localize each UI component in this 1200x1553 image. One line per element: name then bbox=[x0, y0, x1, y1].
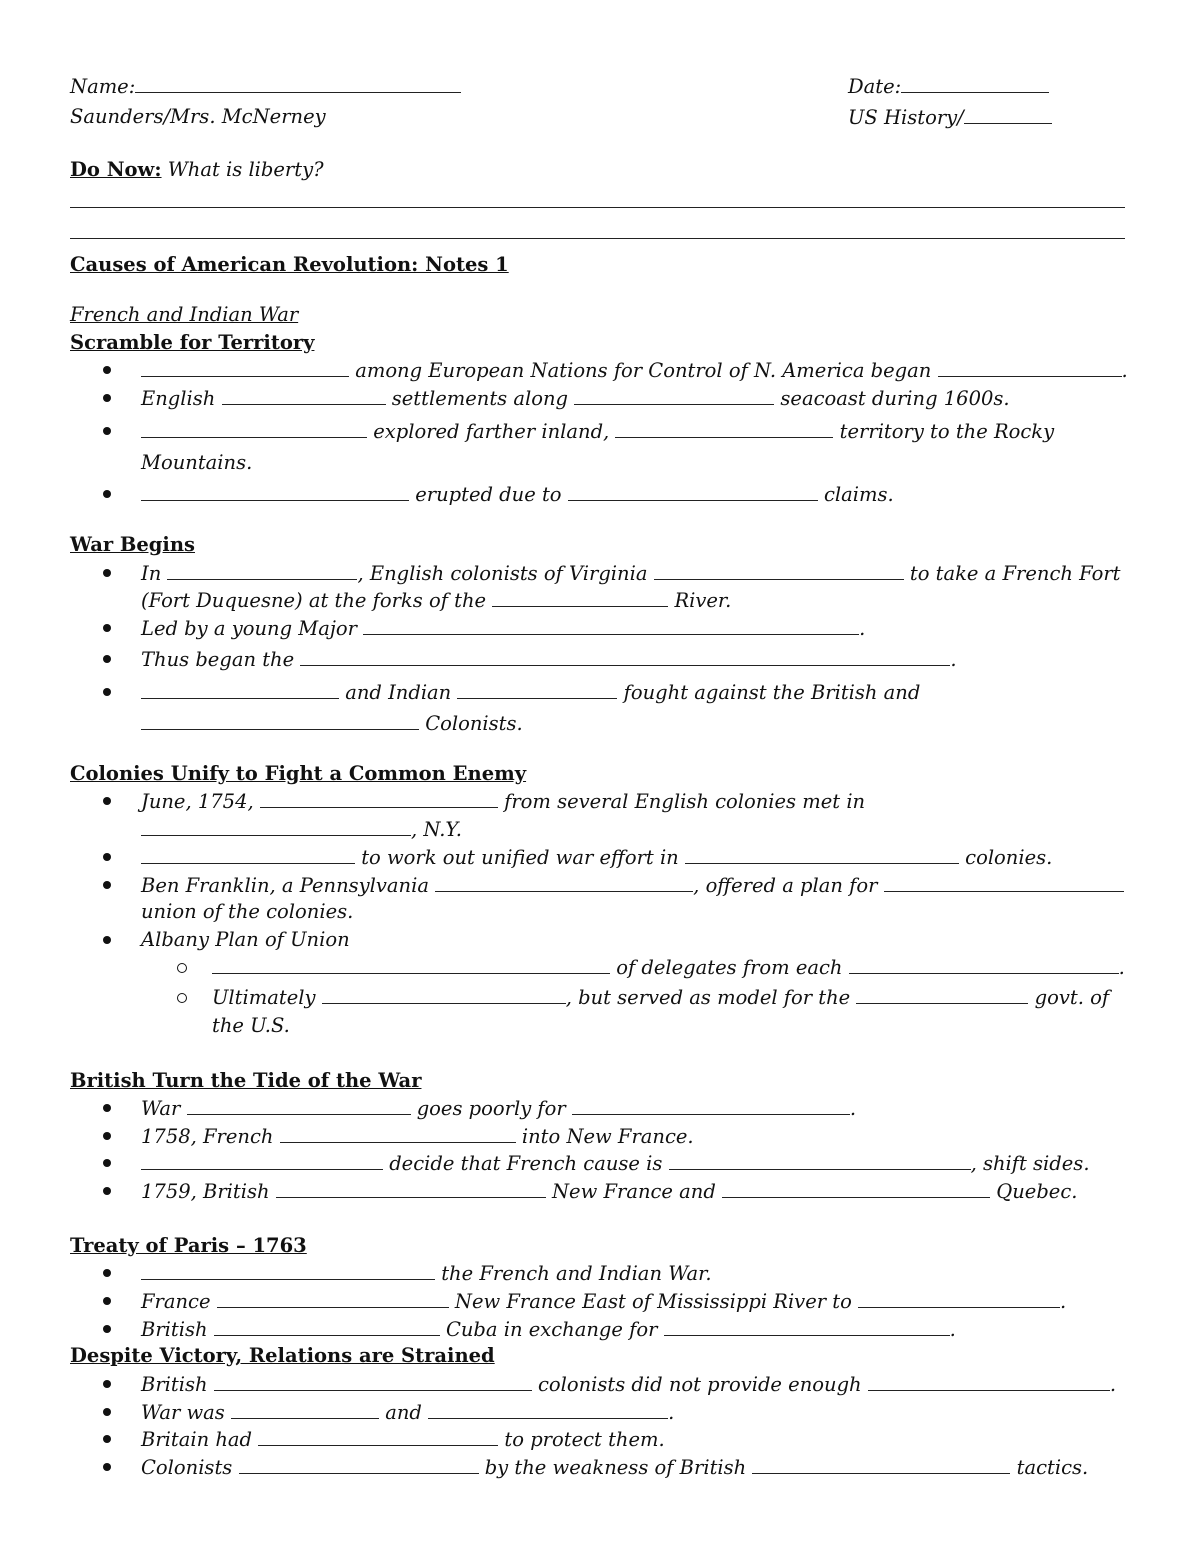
bullet-icon bbox=[100, 1132, 112, 1144]
list-item bbox=[141, 1453, 1088, 1482]
list-item bbox=[141, 1315, 956, 1344]
item-text: Britain had bbox=[141, 1428, 253, 1451]
bullet-icon bbox=[100, 936, 112, 948]
item-text: Ultimately bbox=[212, 986, 316, 1009]
item-text: . bbox=[949, 1318, 956, 1341]
sub-list-item bbox=[212, 983, 1109, 1012]
item-text: Ben Franklin, a Pennsylvania bbox=[141, 874, 429, 897]
list-item bbox=[141, 1094, 856, 1123]
bullet-icon bbox=[100, 688, 112, 700]
list-item bbox=[141, 384, 1010, 413]
item-text: Colonists bbox=[141, 1456, 233, 1479]
date-label: Date: bbox=[848, 75, 902, 98]
bullet-icon bbox=[100, 366, 112, 378]
list-item bbox=[141, 1177, 1077, 1206]
do-now-label: Do Now: bbox=[70, 158, 162, 181]
item-text-continued: Mountains. bbox=[141, 451, 253, 474]
item-text: fought against the British and bbox=[623, 681, 921, 704]
bullet-icon bbox=[100, 1325, 112, 1337]
fill-blank[interactable] bbox=[322, 983, 566, 1004]
item-text: , shift sides. bbox=[970, 1152, 1090, 1175]
item-text: explored farther inland, bbox=[373, 420, 610, 443]
fill-blank[interactable] bbox=[214, 1370, 532, 1391]
item-text: Cuba in exchange for bbox=[445, 1318, 658, 1341]
section-heading-treaty: Treaty of Paris – 1763 bbox=[70, 1234, 307, 1257]
item-text: Led by a young Major bbox=[141, 617, 357, 640]
section-heading-british-turn: British Turn the Tide of the War bbox=[70, 1069, 422, 1092]
do-now bbox=[70, 156, 324, 184]
fill-blank[interactable] bbox=[858, 1287, 1060, 1308]
item-text: . bbox=[950, 648, 957, 671]
list-item bbox=[141, 559, 1120, 588]
fill-blank[interactable] bbox=[222, 384, 386, 405]
list-item bbox=[141, 614, 865, 643]
list-item-continued bbox=[141, 709, 523, 738]
name-label: Name: bbox=[70, 75, 136, 98]
fill-blank[interactable] bbox=[141, 678, 339, 699]
item-text: into New France. bbox=[521, 1125, 694, 1148]
fill-blank[interactable] bbox=[572, 1094, 850, 1115]
item-text: 1758, French bbox=[141, 1125, 274, 1148]
item-text: claims. bbox=[823, 483, 894, 506]
bullet-icon bbox=[100, 1269, 112, 1281]
section-heading-relations: Despite Victory, Relations are Strained bbox=[70, 1344, 495, 1367]
fill-blank[interactable] bbox=[141, 709, 419, 730]
do-now-question: What is liberty? bbox=[167, 158, 324, 181]
fill-blank[interactable] bbox=[141, 356, 349, 377]
list-item bbox=[141, 1425, 665, 1454]
sub-bullet-icon bbox=[175, 963, 189, 977]
bullet-icon bbox=[100, 797, 112, 809]
list-item bbox=[141, 645, 957, 674]
list-item bbox=[141, 1287, 1066, 1316]
list-item bbox=[141, 1398, 674, 1427]
item-text: New France East of Mississippi River to bbox=[454, 1290, 852, 1313]
fill-blank[interactable] bbox=[276, 1177, 546, 1198]
fill-blank[interactable] bbox=[435, 871, 693, 892]
item-text: from several English colonies met in bbox=[504, 790, 866, 813]
item-text: War was bbox=[141, 1401, 225, 1424]
fill-blank[interactable] bbox=[217, 1287, 449, 1308]
list-item bbox=[141, 356, 1128, 385]
item-text: . bbox=[1060, 1290, 1067, 1313]
item-text: . bbox=[849, 1097, 857, 1120]
bullet-icon bbox=[100, 427, 112, 439]
item-text: . bbox=[859, 617, 866, 640]
item-text: . bbox=[668, 1401, 675, 1424]
item-text: British bbox=[141, 1318, 208, 1341]
item-text: , but served as model for the bbox=[565, 986, 851, 1009]
fill-blank[interactable] bbox=[752, 1453, 1010, 1474]
item-text: , offered a plan for bbox=[693, 874, 878, 897]
fill-blank[interactable] bbox=[239, 1453, 479, 1474]
fill-blank[interactable] bbox=[884, 871, 1124, 892]
item-text: goes poorly for bbox=[416, 1097, 566, 1120]
item-text: . bbox=[1121, 359, 1128, 382]
fill-blank[interactable] bbox=[212, 953, 610, 974]
item-text: settlements along bbox=[391, 387, 569, 410]
item-text: govt. of bbox=[1034, 986, 1110, 1009]
item-text: of delegates from each bbox=[616, 956, 843, 979]
item-text: . bbox=[1118, 956, 1125, 979]
list-item bbox=[141, 871, 1124, 900]
item-text: . bbox=[1109, 1373, 1117, 1396]
item-text: War bbox=[141, 1097, 181, 1120]
item-text: territory to the Rocky bbox=[839, 420, 1055, 443]
item-text: (Fort Duquesne) at the forks of the bbox=[141, 589, 487, 612]
item-text: colonies. bbox=[965, 846, 1053, 869]
bullet-icon bbox=[100, 881, 112, 893]
item-text: France bbox=[141, 1290, 211, 1313]
fill-blank[interactable] bbox=[574, 384, 774, 405]
fill-blank[interactable] bbox=[492, 586, 668, 607]
bullet-icon bbox=[100, 1435, 112, 1447]
list-item: Albany Plan of Union bbox=[141, 928, 350, 951]
item-text: to protect them. bbox=[504, 1428, 665, 1451]
sub-bullet-icon bbox=[175, 993, 189, 1007]
answer-line-2[interactable] bbox=[70, 238, 1125, 239]
item-text: , N.Y. bbox=[411, 818, 462, 841]
bullet-icon bbox=[100, 624, 112, 636]
item-text: among European Nations for Control of N. America began bbox=[355, 359, 932, 382]
list-item-continued bbox=[141, 586, 731, 615]
bullet-icon bbox=[100, 1187, 112, 1199]
item-text: New France and bbox=[551, 1180, 716, 1203]
item-text-continued: the U.S. bbox=[212, 1014, 290, 1037]
section-subtitle: French and Indian War bbox=[70, 303, 299, 326]
bullet-icon bbox=[100, 1463, 112, 1475]
fill-blank[interactable] bbox=[868, 1370, 1110, 1391]
fill-blank[interactable] bbox=[258, 1425, 498, 1446]
sub-list-item bbox=[212, 953, 1125, 982]
list-item bbox=[141, 1149, 1090, 1178]
notes-title: Causes of American Revolution: Notes 1 bbox=[70, 253, 509, 276]
fill-blank[interactable] bbox=[363, 614, 859, 635]
fill-blank[interactable] bbox=[568, 480, 818, 501]
item-text: 1759, British bbox=[141, 1180, 270, 1203]
fill-blank[interactable] bbox=[300, 645, 950, 666]
fill-blank[interactable] bbox=[187, 1094, 411, 1115]
item-text: Quebec. bbox=[996, 1180, 1078, 1203]
fill-blank[interactable] bbox=[141, 1259, 435, 1280]
item-text: Colonists. bbox=[425, 712, 523, 735]
list-item bbox=[141, 787, 865, 816]
bullet-icon bbox=[100, 569, 112, 581]
item-text: and bbox=[385, 1401, 422, 1424]
fill-blank[interactable] bbox=[214, 1315, 440, 1336]
list-item bbox=[141, 1259, 712, 1288]
item-text: English bbox=[141, 387, 216, 410]
item-text: decide that French cause is bbox=[389, 1152, 663, 1175]
list-item bbox=[141, 678, 920, 707]
item-text: River. bbox=[674, 589, 732, 612]
fill-blank[interactable] bbox=[428, 1398, 668, 1419]
item-text: British bbox=[141, 1373, 208, 1396]
fill-blank[interactable] bbox=[685, 843, 959, 864]
list-item bbox=[141, 480, 894, 509]
section-heading-colonies-unify: Colonies Unify to Fight a Common Enemy bbox=[70, 762, 527, 785]
bullet-icon bbox=[100, 1159, 112, 1171]
list-item bbox=[141, 843, 1052, 872]
fill-blank[interactable] bbox=[280, 1122, 516, 1143]
fill-blank[interactable] bbox=[722, 1177, 990, 1198]
item-text: seacoast during 1600s. bbox=[780, 387, 1010, 410]
fill-blank[interactable] bbox=[457, 678, 617, 699]
fill-blank[interactable] bbox=[260, 787, 498, 808]
bullet-icon bbox=[100, 853, 112, 865]
date-row bbox=[848, 72, 1049, 101]
name-row bbox=[70, 72, 461, 101]
list-item bbox=[141, 1122, 694, 1151]
item-text: to work out unified war effort in bbox=[361, 846, 679, 869]
item-text: In bbox=[141, 562, 162, 585]
fill-blank[interactable] bbox=[231, 1398, 379, 1419]
bullet-icon bbox=[100, 1297, 112, 1309]
bullet-icon bbox=[100, 490, 112, 502]
teacher-name: Saunders/Mrs. McNerney bbox=[70, 105, 326, 128]
item-text: to take a French Fort bbox=[909, 562, 1121, 585]
date-blank[interactable] bbox=[901, 72, 1049, 93]
fill-blank[interactable] bbox=[141, 815, 411, 836]
item-text: , English colonists of Virginia bbox=[357, 562, 648, 585]
fill-blank[interactable] bbox=[615, 417, 833, 438]
list-item-continued bbox=[141, 815, 462, 844]
list-item bbox=[141, 417, 1054, 446]
fill-blank[interactable] bbox=[669, 1149, 971, 1170]
name-blank[interactable] bbox=[135, 72, 461, 93]
fill-blank[interactable] bbox=[654, 559, 904, 580]
fill-blank[interactable] bbox=[141, 480, 409, 501]
class-period-blank[interactable] bbox=[964, 103, 1052, 124]
item-text: erupted due to bbox=[415, 483, 562, 506]
bullet-icon bbox=[100, 1380, 112, 1392]
answer-line-1[interactable] bbox=[70, 207, 1125, 208]
fill-blank[interactable] bbox=[664, 1315, 950, 1336]
class-row bbox=[848, 103, 1052, 132]
class-label: US History/ bbox=[848, 106, 964, 129]
list-item bbox=[141, 1370, 1116, 1399]
fill-blank[interactable] bbox=[167, 559, 357, 580]
item-text: June, 1754, bbox=[141, 790, 254, 813]
bullet-icon bbox=[100, 1408, 112, 1420]
item-text: Thus began the bbox=[141, 648, 295, 671]
bullet-icon bbox=[100, 394, 112, 406]
section-heading-war-begins: War Begins bbox=[70, 533, 195, 556]
bullet-icon bbox=[100, 1104, 112, 1116]
section-heading-scramble: Scramble for Territory bbox=[70, 331, 315, 354]
bullet-icon bbox=[100, 655, 112, 667]
item-text: by the weakness of British bbox=[484, 1456, 747, 1479]
item-text: tactics. bbox=[1016, 1456, 1089, 1479]
item-text: the French and Indian War. bbox=[441, 1262, 712, 1285]
fill-blank[interactable] bbox=[938, 356, 1122, 377]
fill-blank[interactable] bbox=[141, 1149, 383, 1170]
fill-blank[interactable] bbox=[141, 843, 355, 864]
item-text-continued: union of the colonies. bbox=[141, 900, 354, 923]
fill-blank[interactable] bbox=[856, 983, 1028, 1004]
fill-blank[interactable] bbox=[141, 417, 367, 438]
fill-blank[interactable] bbox=[849, 953, 1119, 974]
item-text: colonists did not provide enough bbox=[537, 1373, 862, 1396]
item-text: and Indian bbox=[345, 681, 452, 704]
